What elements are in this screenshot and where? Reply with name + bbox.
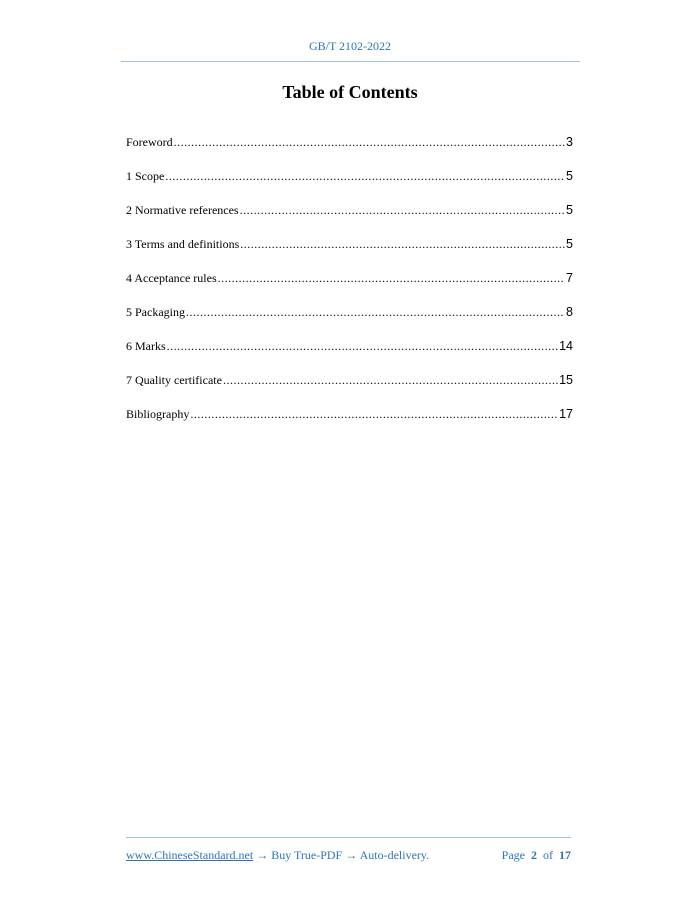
total-pages: 17 bbox=[559, 848, 571, 862]
header-divider bbox=[121, 61, 580, 62]
buy-true-pdf-text: Buy True-PDF bbox=[271, 848, 343, 862]
toc-entry-label: 7 Quality certificate bbox=[126, 373, 222, 387]
toc-entry-acceptance-rules[interactable] bbox=[126, 271, 573, 305]
toc-entry-bibliography[interactable] bbox=[126, 407, 573, 441]
toc-entry-page: 5 bbox=[566, 203, 573, 217]
toc-entry-label: 6 Marks bbox=[126, 339, 166, 353]
toc-entry-foreword[interactable] bbox=[126, 135, 573, 169]
toc-dot-leader bbox=[174, 135, 565, 150]
toc-dot-leader bbox=[165, 169, 565, 184]
toc-dot-leader bbox=[186, 305, 565, 320]
footer-divider bbox=[126, 837, 571, 838]
toc-entry-scope[interactable] bbox=[126, 169, 573, 203]
document-code-header: GB/T 2102-2022 bbox=[308, 39, 392, 53]
toc-entry-quality-certificate[interactable] bbox=[126, 373, 573, 407]
of-word: of bbox=[543, 848, 553, 862]
toc-entry-label: 3 Terms and definitions bbox=[126, 237, 240, 251]
toc-entry-page: 5 bbox=[566, 169, 573, 183]
toc-dot-leader bbox=[240, 203, 565, 218]
toc-entry-label: 2 Normative references bbox=[126, 203, 239, 217]
arrow-right-icon: → bbox=[342, 848, 360, 862]
footer-promo bbox=[126, 848, 429, 863]
page-title: Table of Contents bbox=[282, 82, 418, 102]
toc-dot-leader bbox=[240, 237, 565, 252]
current-page: 2 bbox=[531, 848, 537, 862]
toc-entry-packaging[interactable] bbox=[126, 305, 573, 339]
page-number bbox=[502, 848, 571, 863]
toc-entry-label: Bibliography bbox=[126, 407, 190, 421]
toc-dot-leader bbox=[167, 339, 558, 354]
toc-entry-page: 5 bbox=[566, 237, 573, 251]
toc-dot-leader bbox=[223, 373, 558, 388]
toc-entry-label: 1 Scope bbox=[126, 169, 165, 183]
toc-entry-normative-references[interactable] bbox=[126, 203, 573, 237]
toc-entry-page: 17 bbox=[559, 407, 573, 421]
toc-entry-page: 3 bbox=[566, 135, 573, 149]
toc-dot-leader bbox=[190, 407, 558, 422]
table-of-contents bbox=[126, 135, 573, 441]
toc-entry-page: 14 bbox=[559, 339, 573, 353]
arrow-right-icon: → bbox=[253, 848, 272, 862]
toc-entry-marks[interactable] bbox=[126, 339, 573, 373]
toc-entry-terms-and-definitions[interactable] bbox=[126, 237, 573, 271]
toc-entry-page: 7 bbox=[566, 271, 573, 285]
toc-entry-label: 5 Packaging bbox=[126, 305, 185, 319]
toc-dot-leader bbox=[218, 271, 565, 286]
page-word: Page bbox=[501, 848, 525, 862]
page-footer bbox=[126, 848, 571, 863]
toc-entry-page: 8 bbox=[566, 305, 573, 319]
auto-delivery-text: Auto-delivery. bbox=[359, 848, 430, 862]
site-link[interactable]: www.ChineseStandard.net bbox=[126, 848, 254, 862]
toc-entry-label: Foreword bbox=[126, 135, 173, 149]
toc-entry-page: 15 bbox=[559, 373, 573, 387]
toc-entry-label: 4 Acceptance rules bbox=[126, 271, 217, 285]
